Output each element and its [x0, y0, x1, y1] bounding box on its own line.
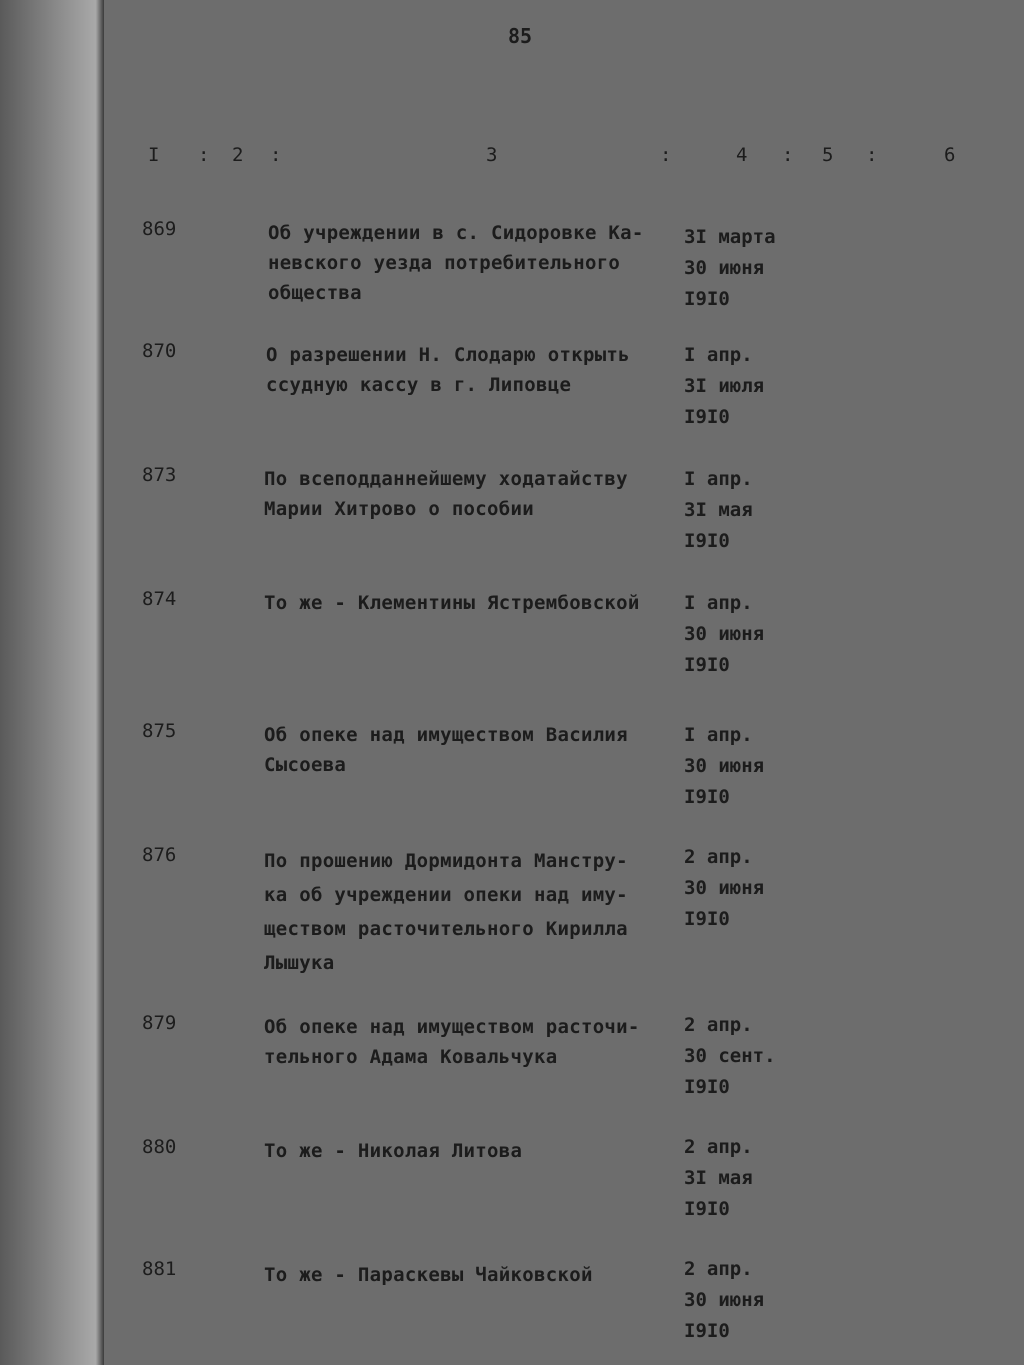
column-header: 6	[944, 144, 956, 166]
entry-dates: 2 апр. 3I мая I9I0	[684, 1136, 753, 1220]
entry-title: То же - Клементины Ястрембовской	[264, 592, 640, 614]
entry-number: 881	[142, 1258, 177, 1280]
entry-title: То же - Параскевы Чайковской	[264, 1264, 593, 1286]
page-number: 85	[508, 24, 533, 48]
column-header: 5	[822, 144, 834, 166]
entry-dates: I апр. 3I июля I9I0	[684, 344, 765, 428]
entry-title: По всеподданнейшему ходатайству Марии Хитрово о пособии	[264, 468, 628, 520]
column-separator: :	[198, 144, 210, 166]
entry-dates: 2 апр. 30 июня I9I0	[684, 1258, 765, 1342]
column-header: 3	[486, 144, 498, 166]
entry-number: 880	[142, 1136, 177, 1158]
facing-page-edge	[0, 0, 104, 1365]
entry-number: 874	[142, 588, 177, 610]
entry-number: 876	[142, 844, 177, 866]
entry-title: То же - Николая Литова	[264, 1140, 523, 1162]
entry-dates: I апр. 3I мая I9I0	[684, 468, 753, 552]
entry-title: Об опеке над имуществом Василия Сысоева	[264, 724, 628, 776]
entry-dates: I апр. 30 июня I9I0	[684, 724, 765, 808]
entry-number: 873	[142, 464, 177, 486]
entry-number: 879	[142, 1012, 177, 1034]
entry-title: О разрешении Н. Слодарю открыть ссудную кассу в г. Липовце	[266, 344, 630, 396]
entry-number: 875	[142, 720, 177, 742]
entry-number: 869	[142, 218, 177, 240]
column-header: I	[148, 144, 160, 166]
column-separator: :	[782, 144, 794, 166]
column-header: 4	[736, 144, 748, 166]
entry-dates: 2 апр. 30 июня I9I0	[684, 846, 765, 930]
entry-title: Об опеке над имуществом расточи- тельного Адама Ковальчука	[264, 1016, 640, 1068]
column-header: 2	[232, 144, 244, 166]
entry-dates: 2 апр. 30 сент. I9I0	[684, 1014, 776, 1098]
entry-number: 870	[142, 340, 177, 362]
column-separator: :	[660, 144, 672, 166]
entry-dates: 3I марта 30 июня I9I0	[684, 226, 776, 310]
entry-title: По прошению Дормидонта Манстру- ка об учреждении опеки над иму- ществом расточительного Кирилла Лышука	[264, 850, 628, 974]
entry-dates: I апр. 30 июня I9I0	[684, 592, 765, 676]
column-separator: :	[270, 144, 282, 166]
entry-title: Об учреждении в с. Сидоровке Ка- невского уезда потребительного общества	[268, 222, 644, 304]
column-separator: :	[866, 144, 878, 166]
